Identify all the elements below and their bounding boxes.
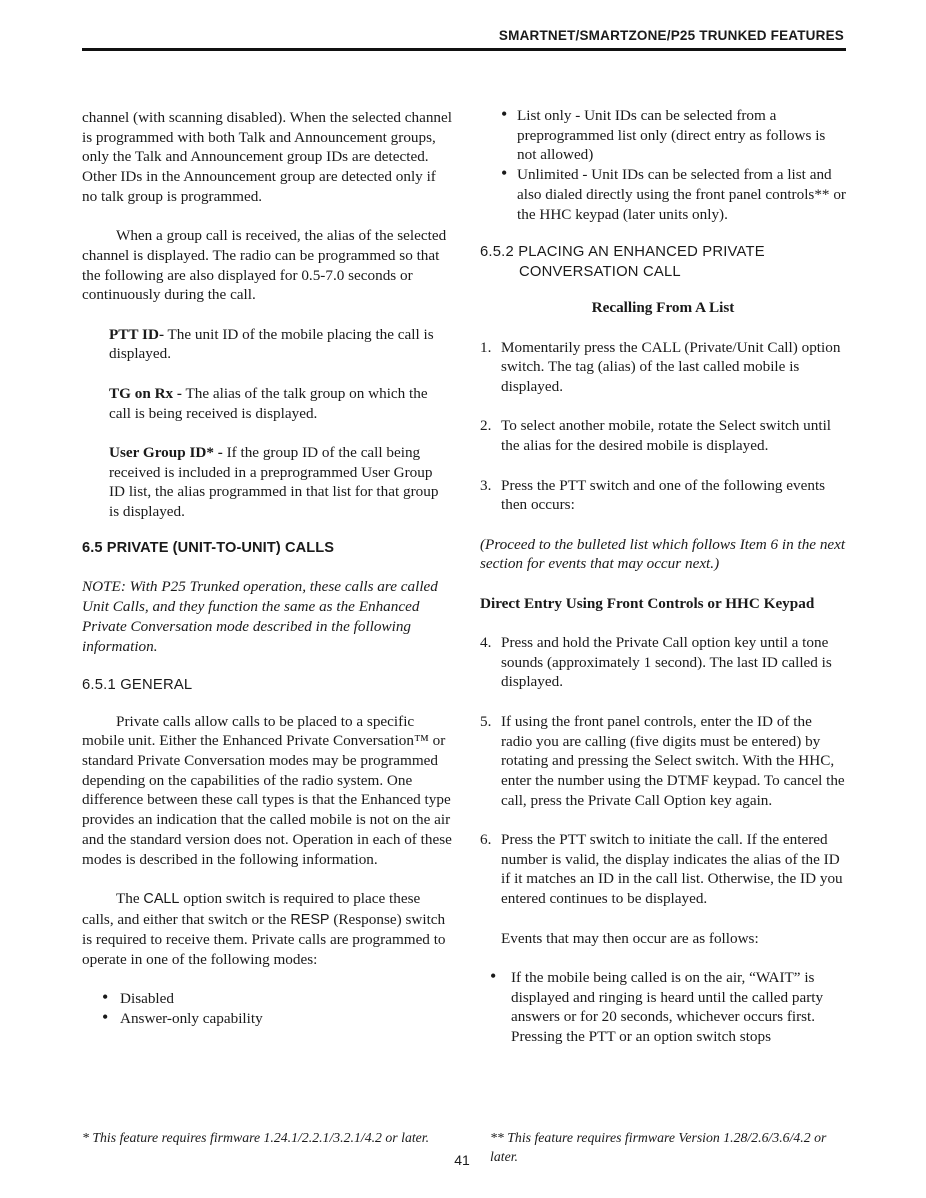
steps-list	[480, 633, 846, 909]
step-number: 5.	[480, 712, 492, 730]
header-rule	[82, 48, 846, 51]
list-item: • Disabled	[82, 989, 452, 1009]
list-item	[480, 633, 846, 692]
definition-term: PTT ID-	[109, 325, 164, 343]
mode-list-continued	[480, 106, 846, 224]
text-run: (Response) switch is required to receive them. Private calls are programmed to operate in one of the following modes:	[82, 910, 446, 969]
list-item	[480, 416, 846, 455]
step-text: Momentarily press the CALL (Private/Unit Call) option switch. The tag (alias) of the last called mobile is displayed.	[501, 338, 841, 396]
paragraph: When a group call is received, the alias of the selected channel is displayed. The radio can be programmed so that the following are also displayed for 0.5-7.0 seconds or continuously during the call.	[82, 227, 447, 304]
step-text: Press the PTT switch and one of the following events then occurs:	[501, 476, 826, 514]
paragraph	[82, 889, 452, 970]
definition-ptt-id	[109, 325, 452, 364]
section-heading-6-5-2	[480, 243, 846, 282]
left-column	[82, 108, 452, 1029]
list-item: • If the mobile being called is on the air, “WAIT” is displayed and ringing is heard until the called party answers or for 20 seconds, whichever occurs first. Pressing the PTT or an option switch stops	[480, 968, 846, 1047]
list-item	[480, 338, 846, 397]
subheading-direct-entry: Direct Entry Using Front Controls or HHC Keypad	[480, 594, 815, 612]
call-switch-label: CALL	[143, 890, 180, 907]
mode-list	[82, 989, 452, 1028]
step-text: Press the PTT switch to initiate the call. If the entered number is valid, the display indicates the alias of the ID if it matches an ID in the call list. Otherwise, the ID you entered continues to be displayed.	[501, 831, 843, 908]
list-item	[480, 476, 846, 515]
step-number: 6.	[480, 831, 492, 849]
section-heading-6-5-1: 6.5.1 GENERAL	[82, 676, 193, 693]
step-text: If using the front panel controls, enter the ID of the radio you are calling (five digits must be entered) by rotating and pressing the Select switch. With the HHC, enter the number using the DTMF keypad. To cancel the call, press the Private Call Option key again.	[501, 712, 845, 809]
paragraph: Events that may then occur are as follows:	[501, 929, 759, 947]
definition-tg-on-rx	[109, 384, 452, 423]
heading-line: CONVERSATION CALL	[519, 263, 681, 280]
note: NOTE: With P25 Trunked operation, these calls are called Unit Calls, and they function the same as the Enhanced Private Conversation mode described in the following information.	[82, 578, 438, 655]
definition-term: User Group ID* -	[109, 443, 223, 461]
definition-user-group-id	[109, 443, 452, 522]
definition-text: The alias of the talk group on which the call is being received is displayed.	[109, 384, 428, 422]
definition-text: The unit ID of the mobile placing the call is displayed.	[109, 325, 434, 363]
step-text: To select another mobile, rotate the Select switch until the alias for the desired mobile is displayed.	[501, 417, 832, 455]
text-run: The	[116, 889, 144, 907]
step-number: 3.	[480, 476, 492, 494]
step-number: 2.	[480, 417, 492, 435]
list-item: • Answer-only capability	[82, 1009, 452, 1029]
definition-text: If the group ID of the call being received is included in a preprogrammed User Group ID list, the alias programmed in that list for that group is displayed.	[109, 443, 439, 520]
page-header	[82, 28, 846, 51]
paragraph: channel (with scanning disabled). When the selected channel is programmed with both Talk and Announcement groups, only the Talk and Announcement group IDs are detected. Other IDs in the Announcement group are detected only if no talk group is programmed.	[82, 109, 452, 205]
step-number: 1.	[480, 338, 492, 356]
step-text: Press and hold the Private Call option key until a tone sounds (approximately 1 second). The last ID called is displayed.	[501, 634, 832, 691]
heading-line: 6.5.2 PLACING AN ENHANCED PRIVATE	[480, 244, 765, 261]
definition-term: TG on Rx -	[109, 384, 182, 402]
footnote-left: * This feature requires firmware 1.24.1/2.2.1/3.2.1/4.2 or later.	[82, 1130, 430, 1145]
right-column	[480, 106, 846, 1047]
page-number: 41	[454, 1152, 470, 1168]
events-list	[480, 968, 846, 1047]
steps-list	[480, 338, 846, 515]
paragraph: Private calls allow calls to be placed to a specific mobile unit. Either the Enhanced Private Conversation™ or standard Private Conversation modes may be programmed depending on the capabilities of the radio system. One difference between these call types is that the Enhanced type provides an indication that the called mobile is not on the air and the standard version does not. Operation in each of these modes is described in the following information.	[82, 712, 452, 868]
section-heading-6-5: 6.5 PRIVATE (UNIT-TO-UNIT) CALLS	[82, 539, 335, 556]
footnote-right: ** This feature requires firmware Version 1.28/2.6/3.6/4.2 or later.	[490, 1130, 827, 1164]
resp-switch-label: RESP	[290, 911, 330, 928]
list-item: • Unlimited - Unit IDs can be selected from a list and also dialed directly using the front panel controls** or the HHC keypad (later units only).	[480, 165, 846, 224]
list-item	[480, 830, 846, 909]
subheading-recalling: Recalling From A List	[591, 299, 735, 317]
note: (Proceed to the bulleted list which follows Item 6 in the next section for events that may occur next.)	[480, 535, 846, 573]
header-title: SMARTNET/SMARTZONE/P25 TRUNKED FEATURES	[498, 28, 844, 43]
text-run: option switch is required to place these calls, and either that switch or the	[82, 889, 421, 928]
list-item: • List only - Unit IDs can be selected from a preprogrammed list only (direct entry as follows is not allowed)	[480, 106, 846, 165]
step-number: 4.	[480, 634, 492, 652]
list-item	[480, 712, 846, 811]
